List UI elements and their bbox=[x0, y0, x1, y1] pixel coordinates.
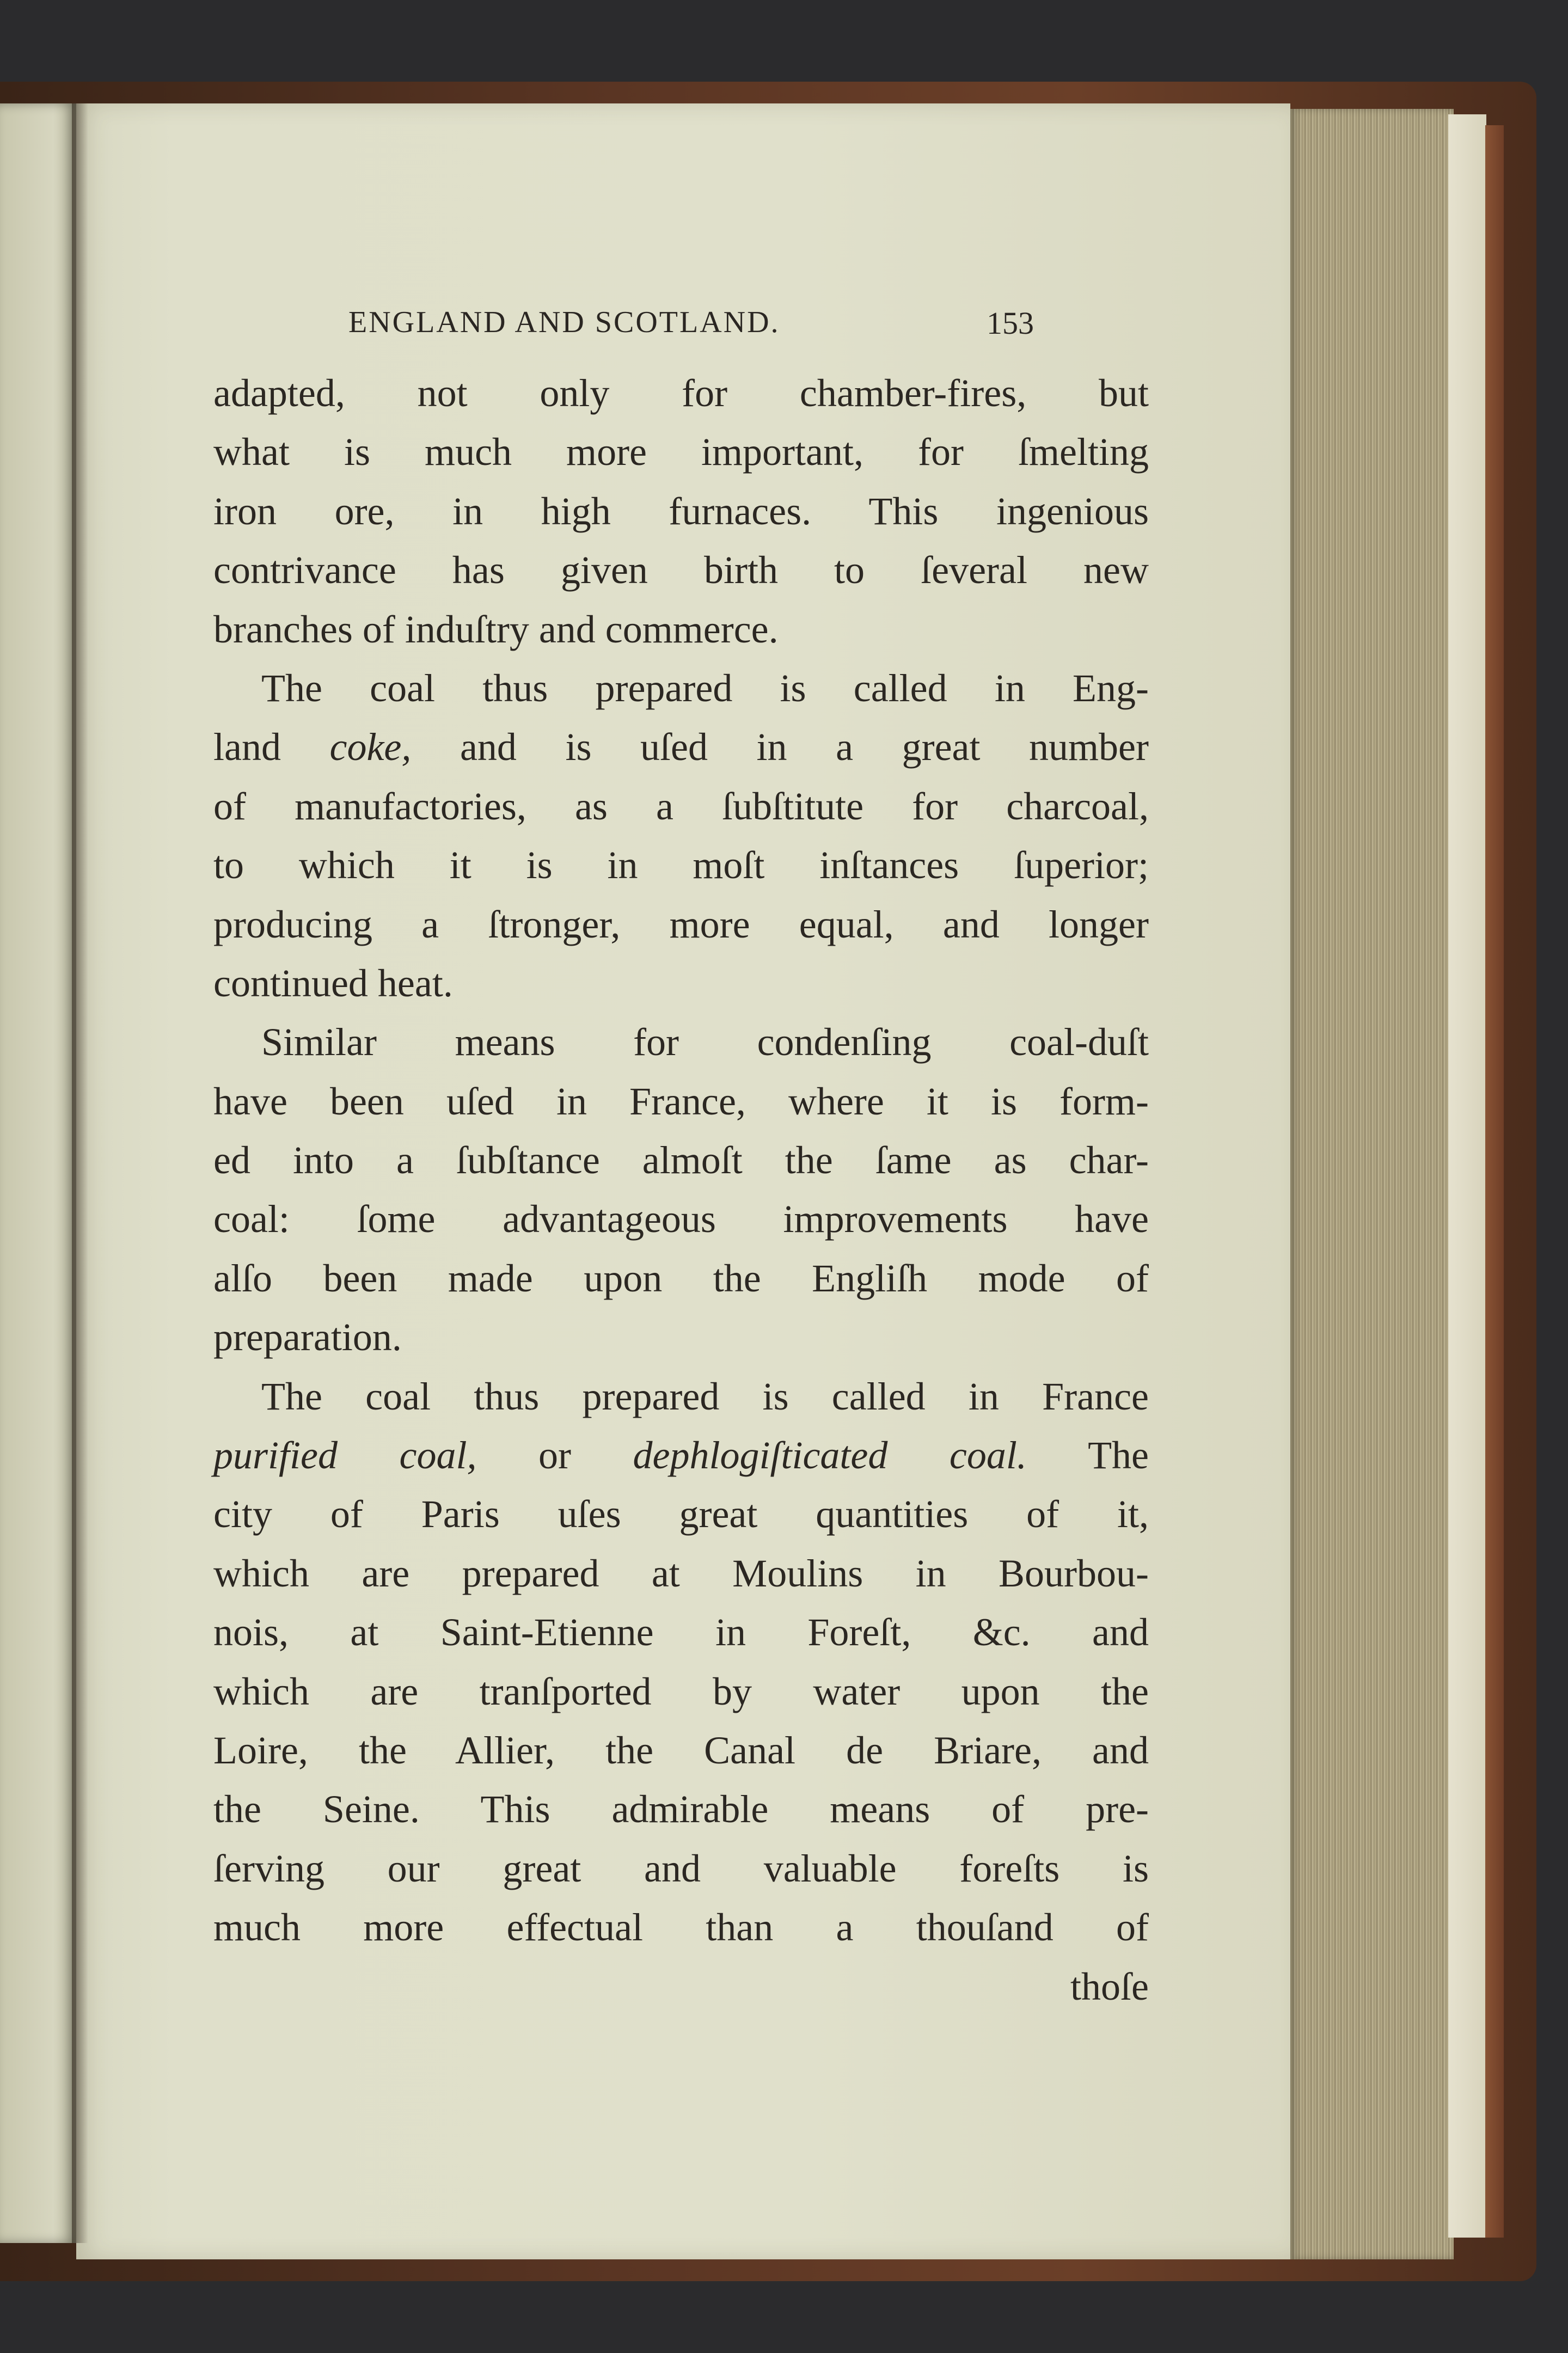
italic-term-purified: purified coal, bbox=[213, 1433, 477, 1478]
text-line: ed into a ſubſtance almoſt the ſame as char- bbox=[213, 1138, 1149, 1182]
text-run: The bbox=[1026, 1433, 1149, 1478]
body-text bbox=[213, 364, 1149, 2016]
text-line-coke bbox=[213, 718, 1149, 776]
page-header bbox=[76, 305, 1290, 354]
text-line: producing a ſtronger, more equal, and longer bbox=[213, 902, 1149, 946]
italic-term-coke: coke, bbox=[329, 725, 412, 769]
text-line: which are tranſported by water upon the bbox=[213, 1669, 1149, 1713]
gutter-shadow bbox=[72, 103, 88, 2243]
text-line: contrivance has given birth to ſeveral new bbox=[213, 548, 1149, 592]
text-line: continued heat. bbox=[213, 961, 453, 1005]
text-line: The coal thus prepared is called in France bbox=[261, 1374, 1149, 1418]
running-head: ENGLAND AND SCOTLAND. bbox=[348, 305, 780, 339]
cover-edge bbox=[1485, 125, 1504, 2238]
text-line: what is much more important, for ſmelting bbox=[213, 430, 1149, 474]
text-line: of manufactories, as a ſubſtitute for charcoal, bbox=[213, 784, 1149, 828]
text-run: or bbox=[476, 1433, 633, 1478]
italic-term-dephlogisticated: dephlogiſticated coal. bbox=[633, 1433, 1027, 1478]
text-line: the Seine. This admirable means of pre- bbox=[213, 1787, 1149, 1831]
text-line: much more effectual than a thouſand of bbox=[213, 1905, 1149, 1950]
text-line: adapted, not only for chamber-fires, but bbox=[213, 371, 1149, 415]
text-line: iron ore, in high furnaces. This ingenious bbox=[213, 489, 1149, 533]
book-page bbox=[76, 103, 1290, 2259]
text-line: alſo been made upon the Engliſh mode of bbox=[213, 1256, 1149, 1300]
text-line: preparation. bbox=[213, 1315, 402, 1359]
page-number: 153 bbox=[987, 305, 1034, 341]
catchword: thoſe bbox=[1070, 1964, 1149, 2008]
text-run: and is uſed in a great number bbox=[411, 725, 1149, 769]
text-run: land bbox=[213, 725, 330, 769]
end-leaf bbox=[1448, 114, 1486, 2238]
text-line: have been uſed in France, where it is form- bbox=[213, 1079, 1149, 1123]
text-line: coal: ſome advantageous improvements have bbox=[213, 1197, 1149, 1241]
text-line: The coal thus prepared is called in Eng- bbox=[261, 666, 1149, 710]
left-page-edge bbox=[0, 103, 76, 2243]
text-line: to which it is in moſt inſtances ſuperior; bbox=[213, 843, 1149, 887]
text-line: Similar means for condenſing coal-duſt bbox=[261, 1020, 1149, 1064]
page-block-edges bbox=[1290, 109, 1454, 2259]
text-line-purified bbox=[213, 1426, 1149, 1485]
text-line: nois, at Saint-Etienne in Foreſt, &c. and bbox=[213, 1610, 1149, 1655]
text-line: branches of induſtry and commerce. bbox=[213, 607, 779, 651]
text-line: which are prepared at Moulins in Bourbou- bbox=[213, 1551, 1149, 1595]
text-line: Loire, the Allier, the Canal de Briare, and bbox=[213, 1728, 1149, 1772]
text-line: city of Paris uſes great quantities of it, bbox=[213, 1492, 1149, 1536]
text-line: ſerving our great and valuable foreſts is bbox=[213, 1846, 1149, 1890]
